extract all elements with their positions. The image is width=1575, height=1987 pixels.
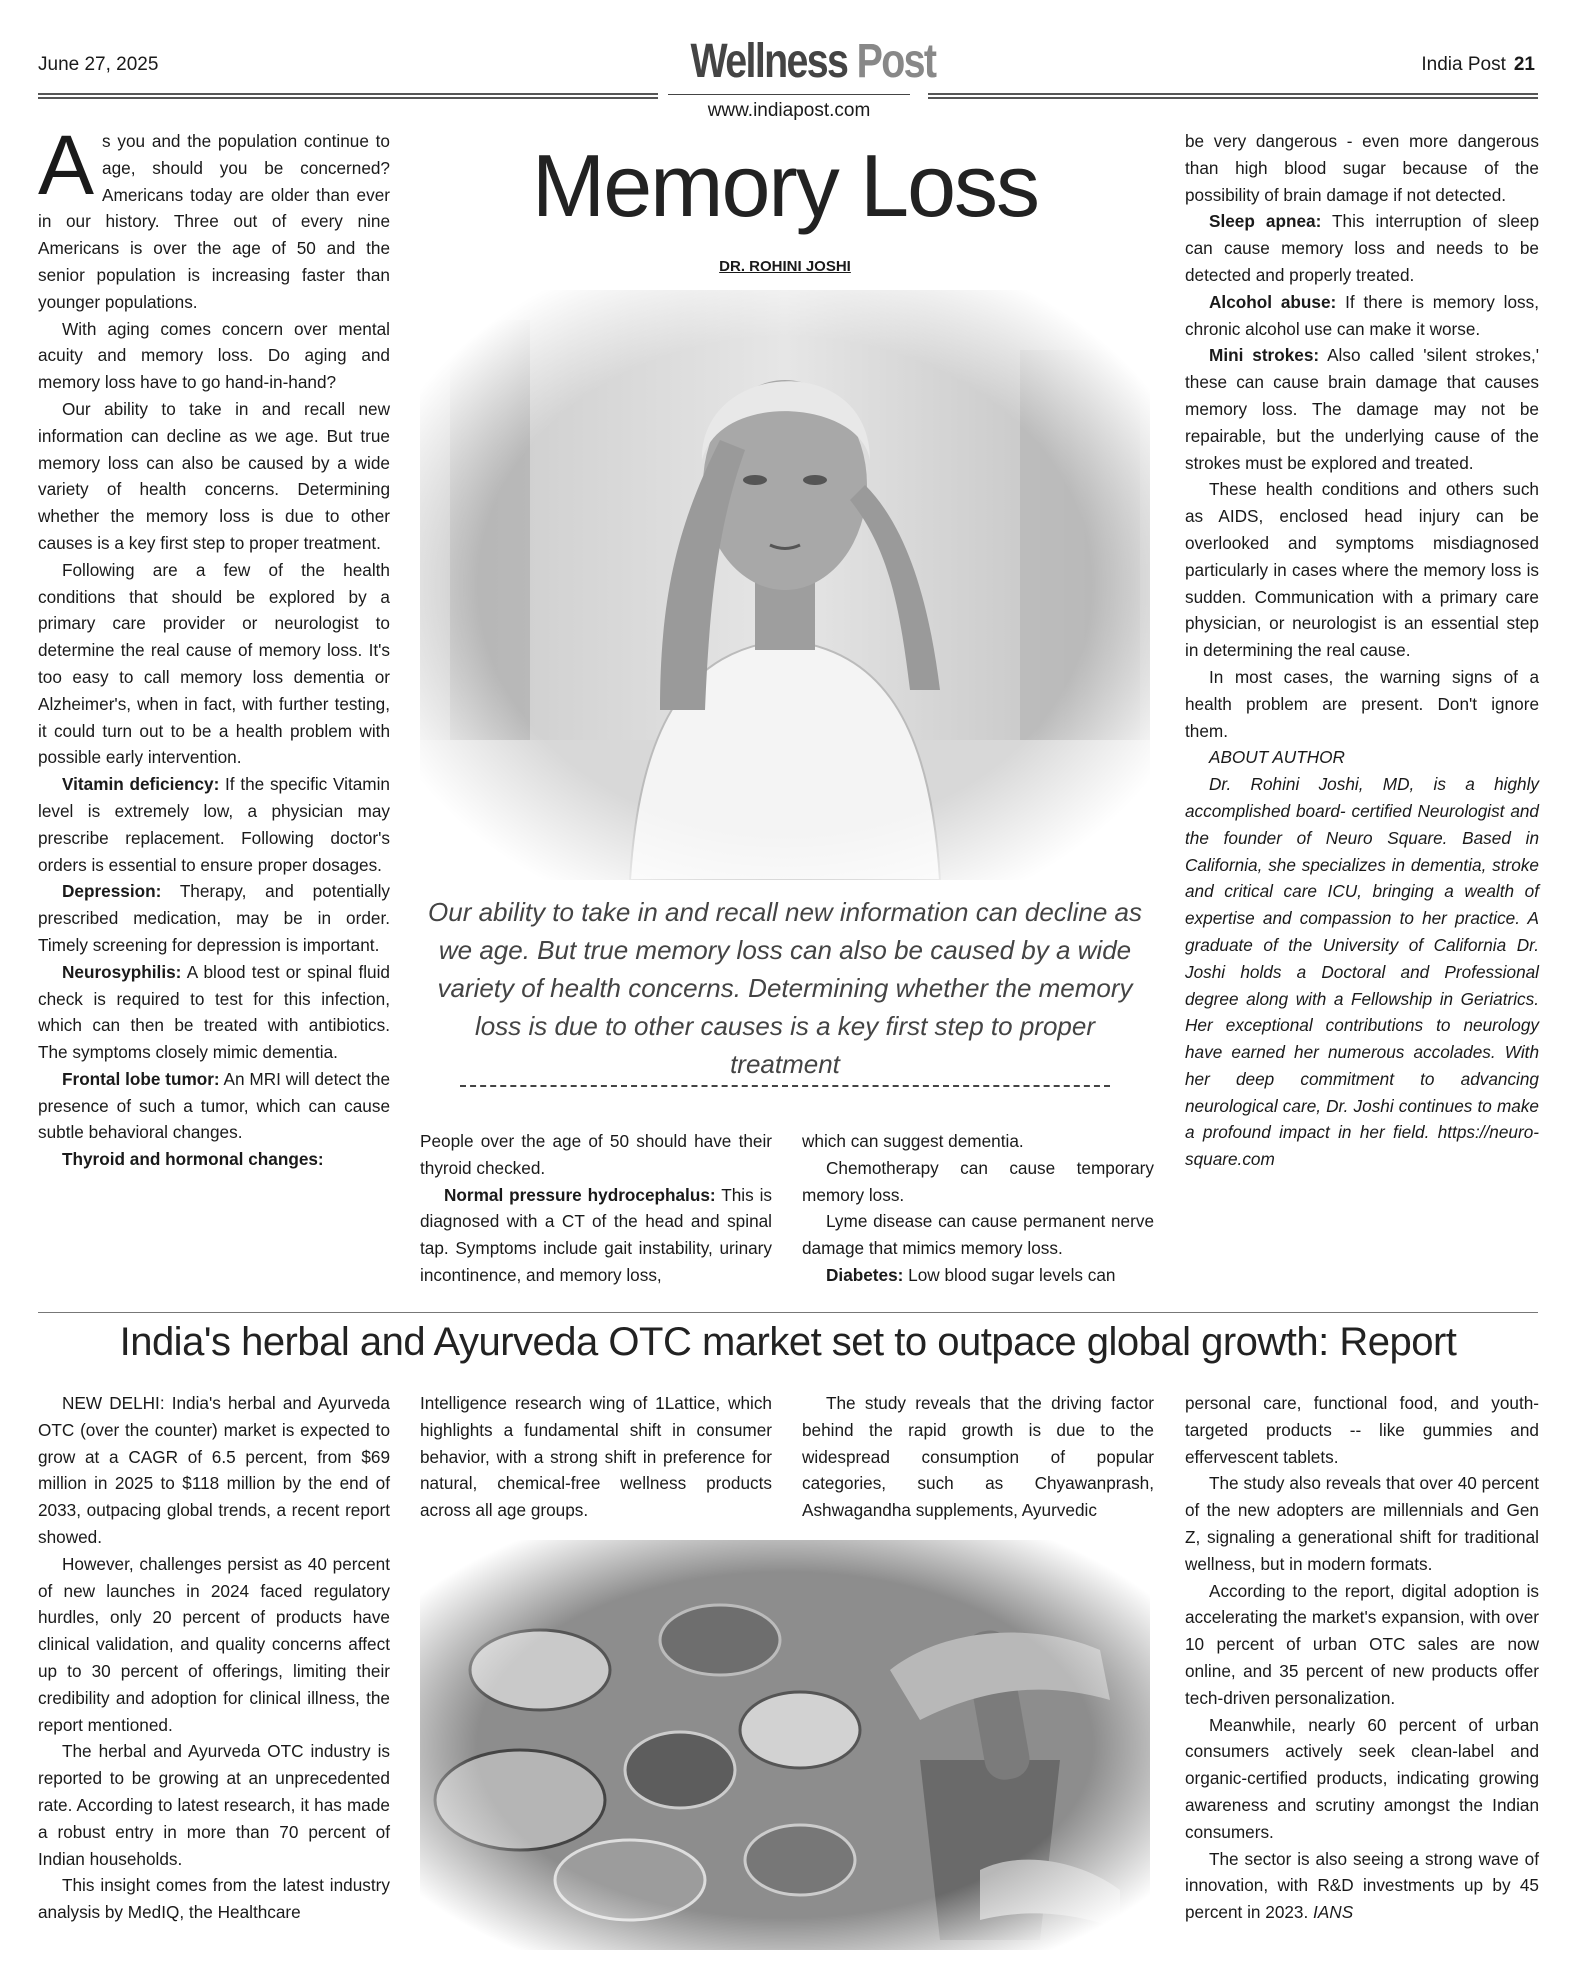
paragraph <box>38 316 390 396</box>
paragraph-text: Meanwhile, nearly 60 percent of urban consumers actively seek clean-label and organic-certified products, indicating growing awareness and scrutiny amongst the Indian consumers. <box>1185 1714 1539 1842</box>
paragraph-text: A blood test or spinal fluid check is required to test for this infection, which can then be treated with antibiotics. The symptoms closely mimic dementia. <box>38 961 390 1063</box>
paragraph-text: In most cases, the warning signs of a health problem are present. Don't ignore them. <box>1185 666 1539 741</box>
paragraph-text: With aging comes concern over mental acuity and memory loss. Do aging and memory loss have to go hand-in-hand? <box>38 318 390 393</box>
paragraph-text: Intelligence research wing of 1Lattice, which highlights a fundamental shift in consumer behavior, with a strong shift in preference for natural, chemical-free wellness products across all age groups. <box>420 1393 772 1521</box>
article2-title: India's herbal and Ayurveda OTC market set to outpace global growth: Report <box>119 1320 1457 1364</box>
paragraph-text: People over the age of 50 should have their thyroid checked. <box>420 1131 772 1178</box>
paragraph-term: Mini strokes: <box>1209 345 1320 366</box>
paragraph-text: According to the report, digital adoption is accelerating the market's expansion, with over 10 percent of urban OTC sales are now online, and 35 percent of new products offer tech-driven personalization. <box>1185 1580 1539 1708</box>
article1-column-2 <box>420 1128 772 1289</box>
elderly-woman-photo <box>420 290 1150 880</box>
paragraph-text: The herbal and Ayurveda OTC industry is reported to be growing at an unprecedented rate. According to latest research, it has made a robust entry in more than 70 percent of Indian households. <box>38 1741 390 1869</box>
paragraph-text: The study also reveals that over 40 percent of the new adopters are millennials and Gen Z, signaling a generational shift for traditional wellness, but in modern formats. <box>1185 1473 1539 1574</box>
paragraph <box>1185 664 1539 744</box>
publication-logo <box>690 34 936 89</box>
paragraph-term: Vitamin deficiency: <box>62 774 220 795</box>
paragraph <box>802 1390 1154 1524</box>
paragraph <box>38 1390 390 1551</box>
paragraph-term: Frontal lobe tumor: <box>62 1068 220 1089</box>
paragraph <box>1185 289 1539 343</box>
paragraph <box>38 557 390 771</box>
paragraph <box>38 1738 390 1872</box>
article2-column-2 <box>420 1390 772 1524</box>
article1-column-1 <box>38 118 390 1173</box>
ayurvedic-herbs-photo <box>420 1540 1150 1950</box>
paragraph-text: Following are a few of the health conditions that should be explored by a primary care provider or neurologist to determine the real cause of memory loss. It's too easy to call memory loss dementia or Alzheimer's, when in fact, with further testing, it could turn out to be a health problem with possible early intervention. <box>38 559 390 768</box>
article-byline: DR. ROHINI JOSHI <box>719 258 851 275</box>
paragraph-text: Also called 'silent strokes,' these can cause brain damage that causes memory loss. The damage may not be repairable, but the underlying cause of the strokes must be explored and treated. <box>1185 345 1539 473</box>
paragraph-term: Normal pressure hydrocephalus: <box>444 1184 716 1205</box>
paragraph <box>1185 1846 1539 1926</box>
paragraph <box>420 1128 772 1182</box>
paragraph <box>38 959 390 1066</box>
paragraph-text: personal care, functional food, and youth-targeted products -- like gummies and effervescent tablets. <box>1185 1393 1539 1467</box>
article1-column-4 <box>1185 128 1539 1173</box>
paragraph-text: If there is memory loss, chronic alcohol use can make it worse. <box>1185 291 1539 339</box>
paragraph-text: An MRI will detect the presence of such a tumor, which can cause subtle behavioral changes. <box>38 1068 390 1143</box>
paragraph-text: s you and the population continue to age, should you be concerned? Americans today are older than ever in our history. Three out of every nine Americans is over the age of 50 and the senior population is increasing faster than younger populations. <box>38 131 390 312</box>
logo-word-post: Post <box>856 35 936 88</box>
paragraph-text: The sector is also seeing a strong wave of innovation, with R&D investments up by 45 percent in 2023. <box>1185 1848 1539 1923</box>
logo-word-wellness: Wellness <box>690 35 848 88</box>
paragraph-text: Low blood sugar levels can <box>903 1264 1116 1285</box>
paragraph-text: This interruption of sleep can cause memory loss and needs to be detected and properly treated. <box>1185 211 1540 285</box>
paragraph-text: This insight comes from the latest industry analysis by MedIQ, the Healthcare <box>38 1875 390 1923</box>
paragraph-term: Thyroid and hormonal changes: <box>62 1149 324 1170</box>
paragraph <box>1185 1712 1539 1846</box>
paragraph <box>802 1208 1154 1262</box>
paragraph <box>420 1390 772 1524</box>
paragraph-text: NEW DELHI: India's herbal and Ayurveda OTC (over the counter) market is expected to grow at a CAGR of 6.5 percent, from $69 million in 2025 to $118 million by the end of 2033, outpacing global trends, a recent report showed. <box>38 1393 390 1547</box>
paragraph <box>420 1182 772 1289</box>
paragraph-term: Depression: <box>62 881 162 902</box>
issue-date: June 27, 2025 <box>38 54 159 75</box>
wire-credit: IANS <box>1308 1902 1354 1923</box>
paragraph <box>1185 1390 1539 1470</box>
paragraph <box>802 1262 1154 1289</box>
page-folio <box>1421 54 1535 76</box>
paragraph <box>1185 476 1539 664</box>
article-title: Memory Loss <box>531 136 1039 235</box>
website-url[interactable]: www.indiapost.com <box>707 100 871 121</box>
section-divider <box>38 1312 1538 1313</box>
paragraph-text: Dr. Rohini Joshi, MD, is a highly accomplished board- certified Neurologist and the founder of Neuro Square. Based in California, she specializes in dementia, stroke and critical care ICU, bringing a wealth of expertise and compassion to her practice. A graduate of the University of California Dr. Joshi holds a Doctoral and Professional degree along with a Fellowship in Geriatrics. Her exceptional contributions to neurology have earned her numerous accolades. With her deep commitment to advancing neurological care, Dr. Joshi continues to make a profound impact in her field. https://neuro-square.com <box>1185 774 1539 1170</box>
paragraph <box>38 1551 390 1739</box>
paragraph-text: If the specific Vitamin level is extremely low, a physician may prescribe replacement. Following doctor's orders is essential to ensure proper dosages. <box>38 774 390 875</box>
paragraph-term: Sleep apnea: <box>1209 211 1322 232</box>
paragraph-text: Chemotherapy can cause temporary memory loss. <box>802 1157 1154 1205</box>
publication-name: India Post <box>1421 54 1506 75</box>
article2-column-3 <box>802 1390 1154 1524</box>
paragraph <box>38 396 390 557</box>
paragraph <box>1185 1470 1539 1577</box>
paragraph-text: Our ability to take in and recall new information can decline as we age. But true memory loss can also be caused by a wide variety of health concerns. Determining whether the memory loss is due to other causes is a key first step to proper treatment. <box>38 398 390 553</box>
paragraph <box>38 1066 390 1146</box>
paragraph <box>1185 342 1539 476</box>
paragraph <box>1185 208 1539 288</box>
paragraph <box>38 1872 390 1926</box>
article2-column-4 <box>1185 1390 1539 1926</box>
paragraph-text: This is diagnosed with a CT of the head and spinal tap. Symptoms include gait instability, urinary incontinence, and memory loss, <box>420 1184 773 1285</box>
paragraph-term: Diabetes: <box>826 1264 904 1285</box>
logo-underline <box>668 94 910 95</box>
paragraph-term: Neurosyphilis: <box>62 961 182 982</box>
page-number: 21 <box>1513 54 1535 75</box>
paragraph <box>1185 128 1539 208</box>
paragraph-text: However, challenges persist as 40 percent of new launches in 2024 faced regulatory hurdles, only 20 percent of products have clinical validation, and quality concerns affect up to 30 percent of offerings, limiting their credibility and adoption for clinical illness, the report mentioned. <box>38 1553 390 1735</box>
paragraph <box>802 1155 1154 1209</box>
masthead-rule-right <box>928 93 1538 99</box>
paragraph-text: be very dangerous - even more dangerous than high blood sugar because of the possibility of brain damage if not detected. <box>1185 131 1539 205</box>
paragraph-text: These health conditions and others such as AIDS, enclosed head injury can be overlooked and symptoms misdiagnosed particularly in cases where the memory loss is sudden. Communication with a primary care physician, or neurologist is an essential step in determining the real cause. <box>1185 479 1539 661</box>
paragraph <box>38 878 390 958</box>
paragraph <box>38 771 390 878</box>
paragraph <box>802 1128 1154 1155</box>
paragraph <box>38 1146 390 1173</box>
article2-column-1 <box>38 1390 390 1926</box>
masthead-rule-left <box>38 93 658 99</box>
pull-quote-divider <box>460 1085 1110 1087</box>
article1-column-3 <box>802 1128 1154 1289</box>
drop-cap: A <box>38 118 95 212</box>
paragraph-text: which can suggest dementia. <box>802 1131 1024 1151</box>
paragraph <box>1185 771 1539 1173</box>
paragraph-term: Alcohol abuse: <box>1209 291 1337 312</box>
pull-quote: Our ability to take in and recall new information can decline as we age. But true memory loss can also be caused by a wide variety of health concerns. Determining whether the memory loss is due to other causes is a key first step to proper treatment <box>428 897 1142 1079</box>
paragraph-text: The study reveals that the driving factor behind the rapid growth is due to the widespread consumption of popular categories, such as Chyawanprash, Ashwagandha supplements, Ayurvedic <box>802 1393 1154 1521</box>
paragraph-text: Therapy, and potentially prescribed medication, may be in order. Timely screening for depression is important. <box>38 881 390 955</box>
paragraph-text: Lyme disease can cause permanent nerve damage that mimics memory loss. <box>802 1211 1154 1259</box>
paragraph <box>1185 1578 1539 1712</box>
paragraph <box>1185 744 1539 771</box>
paragraph-text: ABOUT AUTHOR <box>1209 747 1345 768</box>
